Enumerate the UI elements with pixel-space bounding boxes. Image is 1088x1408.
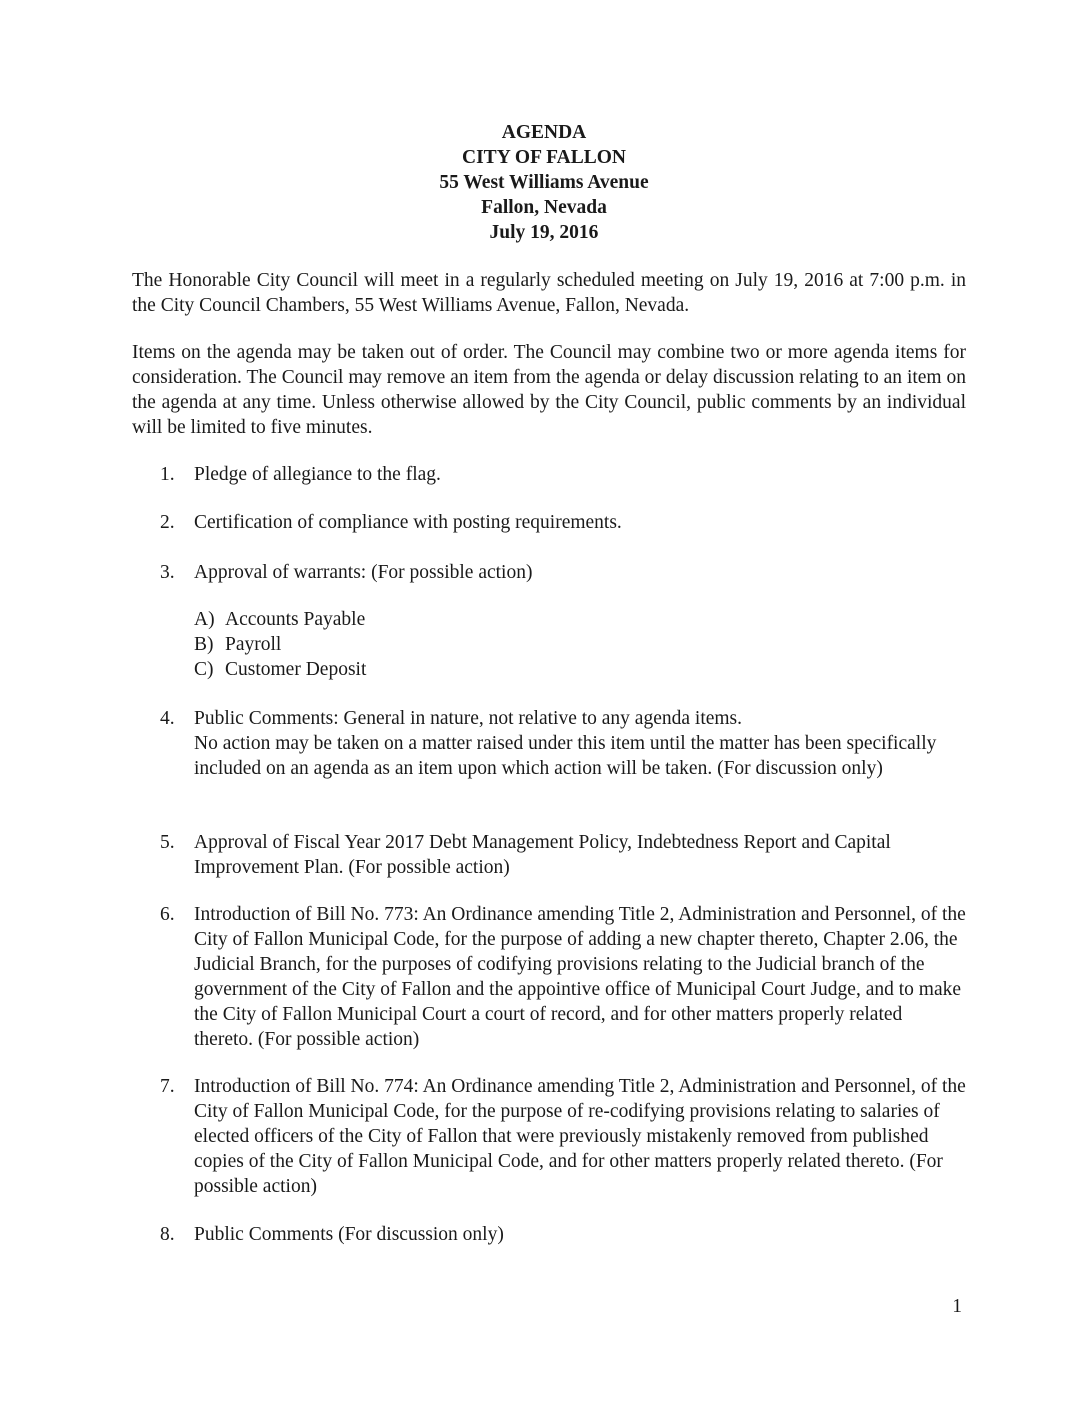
intro-paragraph-rules: Items on the agenda may be taken out of order. The Council may combine two or more agenda items for consideration. The Council may remove an item from the agenda or delay discussion relating to an item on the agenda at any time. Unless otherwise allowed by the City Council, public comments by an individual will be limited to five minutes. xyxy=(132,342,966,438)
sub-list xyxy=(194,607,966,682)
sub-item-letter: C) xyxy=(194,659,214,680)
sub-item xyxy=(194,632,966,657)
sub-item-text: Accounts Payable xyxy=(225,609,366,630)
header-city: CITY OF FALLON xyxy=(462,147,626,168)
item-text: Approval of Fiscal Year 2017 Debt Management Policy, Indebtedness Report and Capital Improvement Plan. (For possible action) xyxy=(194,832,891,878)
item-text: Certification of compliance with posting requirements. xyxy=(194,512,622,533)
sub-item-letter: A) xyxy=(194,609,215,630)
sub-item xyxy=(194,607,966,632)
sub-item-letter: B) xyxy=(194,634,214,655)
item-number: 7. xyxy=(160,1076,175,1097)
header-date: July 19, 2016 xyxy=(489,222,599,243)
sub-item-text: Customer Deposit xyxy=(225,659,367,680)
item-text: Public Comments: General in nature, not relative to any agenda items. xyxy=(194,708,743,729)
sub-item-text: Payroll xyxy=(225,634,282,655)
item-text: Approval of warrants: (For possible action) xyxy=(194,562,533,583)
item-text: Pledge of allegiance to the flag. xyxy=(194,464,441,485)
item-number: 4. xyxy=(160,708,175,729)
item-number: 1. xyxy=(160,464,175,485)
item-number: 6. xyxy=(160,904,175,925)
item-text: Introduction of Bill No. 773: An Ordinance amending Title 2, Administration and Personnel, of the City of Fallon Municipal Code, for the purpose of adding a new chapter thereto, Chapter 2.06, the Judicial Branch, for the purposes of codifying provisions relating to the Judicial branch of the government of the City of Fallon and the appointive office of Municipal Court Judge, and to make the City of Fallon Municipal Court a court of record, and for other matters properly related thereto. (For possible action) xyxy=(194,904,966,1050)
item-number: 3. xyxy=(160,562,175,583)
item-number: 8. xyxy=(160,1224,175,1245)
item-text-detail: No action may be taken on a matter raised under this item until the matter has been specifically included on an agenda as an item upon which action will be taken. (For discussion only) xyxy=(194,733,937,779)
item-number: 5. xyxy=(160,832,175,853)
item-text: Introduction of Bill No. 774: An Ordinance amending Title 2, Administration and Personnel, of the City of Fallon Municipal Code, for the purpose of re-codifying provisions relating to salaries of elected officers of the City of Fallon that were previously mistakenly removed from published copies of the City of Fallon Municipal Code, and for other matters properly related thereto. (For possible action) xyxy=(194,1076,966,1197)
header-location: Fallon, Nevada xyxy=(481,197,607,218)
header-address: 55 West Williams Avenue xyxy=(439,172,649,193)
intro-paragraph-meeting: The Honorable City Council will meet in a regularly scheduled meeting on July 19, 2016 at 7:00 p.m. in the City Council Chambers, 55 West Williams Avenue, Fallon, Nevada. xyxy=(132,270,966,316)
agenda-header xyxy=(0,120,1088,245)
header-title: AGENDA xyxy=(501,122,587,143)
item-text: Public Comments (For discussion only) xyxy=(194,1224,504,1245)
item-number: 2. xyxy=(160,512,175,533)
sub-item xyxy=(194,657,966,682)
page-number: 1 xyxy=(952,1296,962,1317)
